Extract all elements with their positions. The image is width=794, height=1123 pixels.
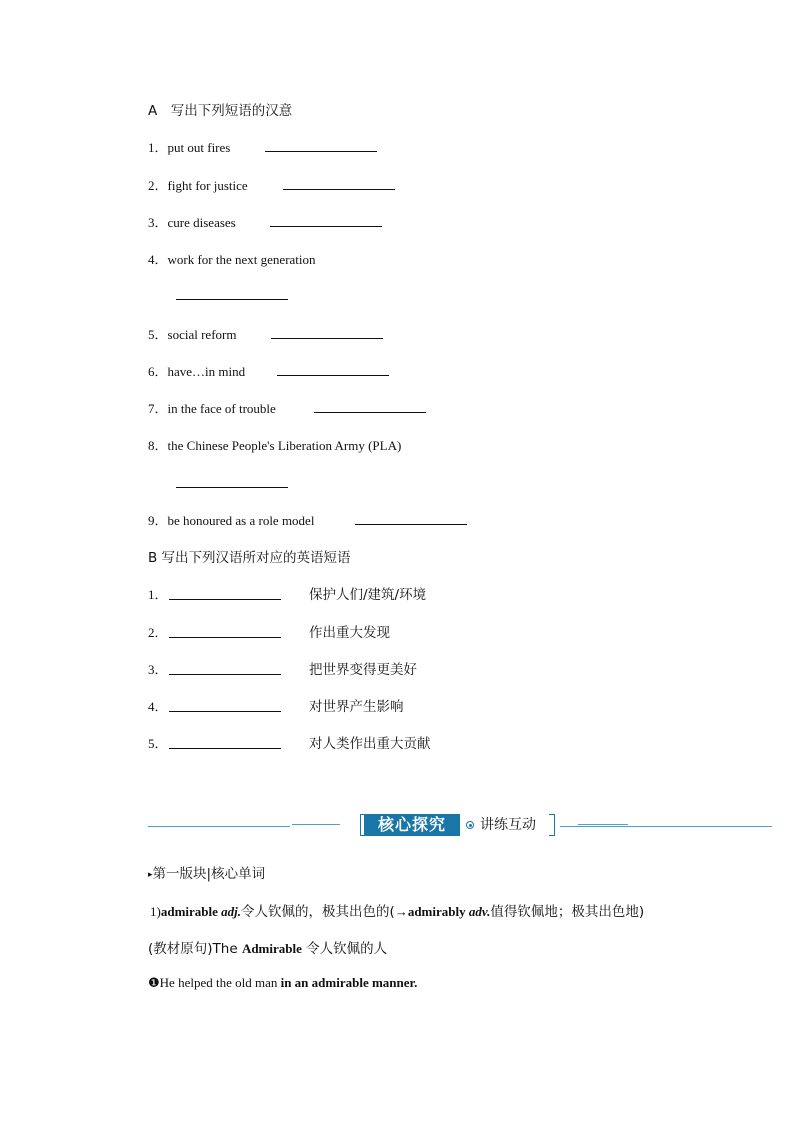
item-text: put out fires [167,140,231,155]
list-item [148,137,230,156]
answer-blank[interactable] [169,637,281,638]
derived-meaning: 值得钦佩地；极其出色地) [490,904,645,920]
answer-blank[interactable] [270,226,382,227]
list-item [148,584,168,603]
item-number: 9． [148,513,168,528]
source-sentence [148,937,387,957]
triangle-bullet-icon: ▸ [148,870,153,880]
answer-blank[interactable] [169,748,281,749]
list-item [148,435,401,454]
section-b-title: B 写出下列汉语所对应的英语短语 [148,550,351,566]
item-number: 3． [148,662,168,677]
source-bold: Admirable [241,941,302,956]
item-text: work for the next generation [167,252,316,267]
answer-blank[interactable] [314,412,426,413]
item-text: 保护人们/建筑/环境 [309,587,427,603]
item-text: 把世界变得更美好 [309,662,417,678]
list-item [148,696,168,715]
list-item [148,733,168,752]
item-text: the Chinese People's Liberation Army (PLA) [167,438,402,453]
list-item [148,398,276,417]
item-number: 2． [148,178,168,193]
word-entry [150,900,644,920]
derived-pos: adv. [468,904,491,919]
block-title [148,862,265,882]
item-number: 5． [148,736,168,751]
entry-number: 1) [150,904,161,919]
item-number: 6． [148,364,168,379]
banner-rule-left [148,826,290,827]
item-number: 3． [148,215,168,230]
example-sentence [148,975,417,991]
item-number: 5． [148,327,168,342]
answer-blank[interactable] [169,674,281,675]
example-bold: in an admirable manner. [280,975,418,990]
item-number: 8． [148,438,168,453]
item-text: in the face of trouble [167,401,276,416]
section-a-title: A 写出下列短语的汉意 [148,103,293,119]
item-number: 7． [148,401,168,416]
derived-word: admirably [407,904,466,919]
block-title-text: 第一版块|核心单词 [152,866,266,882]
source-prefix: (教材原句)The [148,941,242,957]
answer-blank[interactable] [265,151,377,152]
item-text: social reform [167,327,237,342]
item-number: 1． [148,140,168,155]
item-text: cure diseases [167,215,236,230]
banner-bracket-right [549,814,555,836]
item-text: fight for justice [167,178,248,193]
item-text: 作出重大发现 [309,625,390,641]
item-text: have…in mind [167,364,246,379]
banner-dot-icon [466,821,474,829]
list-item [148,175,248,194]
arrow-icon: → [394,904,408,919]
answer-blank[interactable] [271,338,383,339]
part-of-speech: adj. [221,904,242,919]
item-text: 对世界产生影响 [309,699,404,715]
item-text: be honoured as a role model [167,513,315,528]
answer-blank[interactable] [169,599,281,600]
item-number: 4． [148,699,168,714]
item-number: 2． [148,625,168,640]
banner-rule-left-thin [292,824,340,825]
banner-rule-right [560,826,772,827]
banner-title: 核心探究 [364,814,460,836]
list-item [148,212,236,231]
item-number: 1． [148,587,168,602]
list-item [148,324,236,343]
answer-blank[interactable] [277,375,389,376]
item-text: 对人类作出重大贡献 [309,736,431,752]
banner-subtitle: 讲练互动 [480,817,536,833]
answer-blank[interactable] [176,487,288,488]
answer-blank[interactable] [169,711,281,712]
example-text: He helped the old man [159,975,281,990]
circled-one-icon: ❶ [148,976,160,991]
answer-blank[interactable] [283,189,395,190]
source-suffix: 令人钦佩的人 [301,941,388,957]
banner-rule-right-thin [578,824,628,825]
headword: admirable [160,904,218,919]
answer-blank[interactable] [176,299,288,300]
list-item [148,361,245,380]
list-item [148,622,168,641]
list-item [148,510,314,529]
meaning: 令人钦佩的，极其出色的( [241,904,395,920]
answer-blank[interactable] [355,524,467,525]
item-number: 4． [148,252,168,267]
list-item [148,249,316,268]
list-item [148,659,168,678]
